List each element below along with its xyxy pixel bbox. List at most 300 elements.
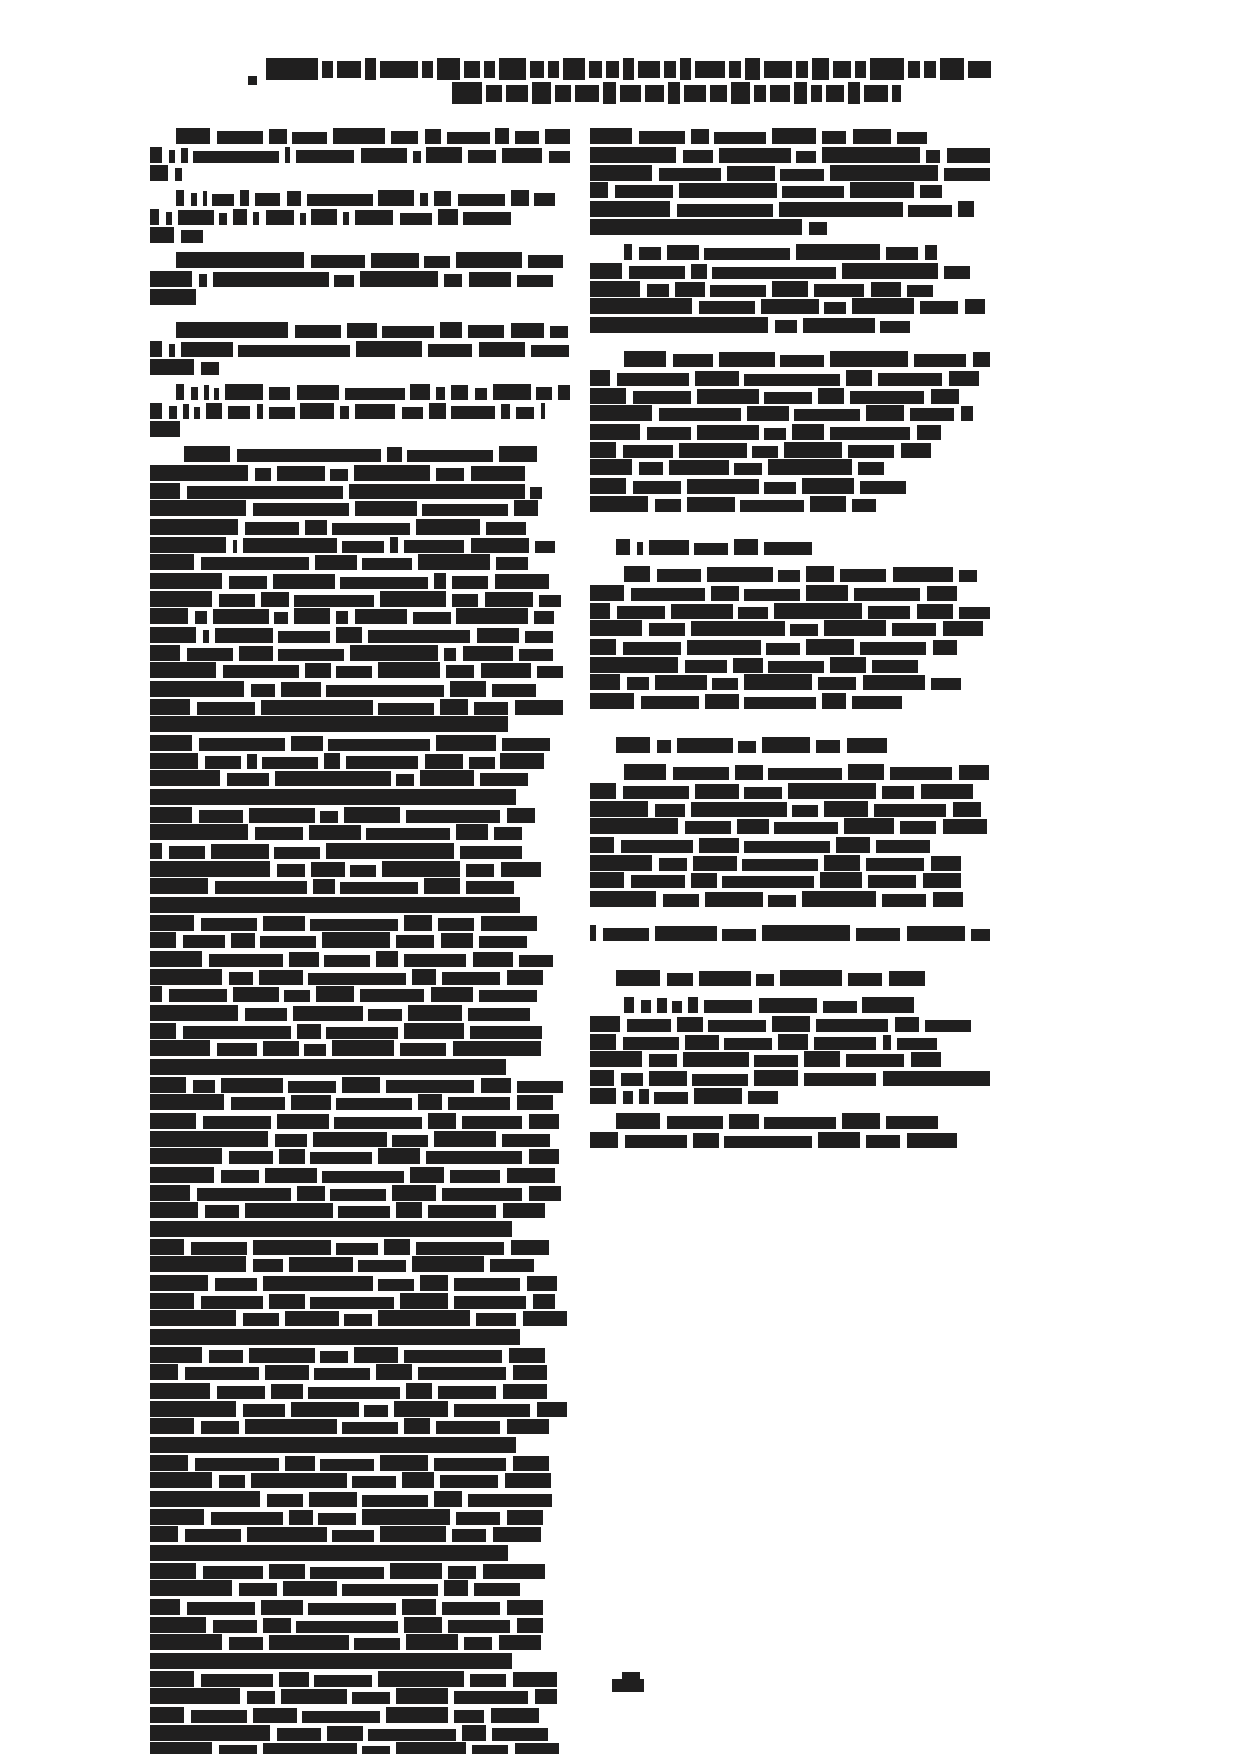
word-gap	[904, 1051, 911, 1052]
redacted-word	[965, 299, 985, 314]
word-gap	[860, 82, 864, 83]
redacted-word	[229, 576, 267, 589]
redacted-line	[150, 753, 616, 770]
redacted-word	[334, 1117, 422, 1129]
word-gap	[919, 1016, 925, 1017]
word-gap	[232, 1580, 239, 1581]
word-gap	[335, 878, 340, 879]
word-gap	[176, 932, 183, 933]
redacted-word	[413, 612, 451, 624]
redacted-word	[852, 499, 876, 512]
word-gap	[773, 566, 778, 567]
line-indent	[590, 970, 616, 971]
word-gap	[554, 608, 560, 609]
redacted-word	[513, 1365, 547, 1380]
redacted-word	[655, 926, 717, 941]
word-gap	[222, 1148, 229, 1149]
word-gap	[904, 405, 910, 406]
redacted-word	[778, 570, 800, 582]
redacted-line	[590, 1051, 990, 1070]
word-gap	[194, 1293, 201, 1294]
redacted-line	[150, 1131, 616, 1148]
word-gap	[926, 639, 933, 640]
word-gap	[971, 1016, 976, 1017]
word-gap	[398, 1347, 404, 1348]
redacted-word	[679, 443, 747, 458]
word-gap	[180, 645, 187, 646]
redacted-word	[150, 1185, 190, 1201]
redacted-word	[366, 828, 450, 840]
redacted-word	[150, 1725, 270, 1741]
word-gap	[542, 1023, 549, 1024]
text-block-list	[590, 997, 990, 1105]
redacted-word	[477, 628, 519, 643]
redacted-word	[251, 684, 275, 697]
redacted-word	[368, 1729, 456, 1741]
redacted-word	[150, 662, 216, 678]
redacted-word	[868, 875, 916, 888]
word-gap	[902, 693, 909, 694]
redacted-word	[848, 82, 860, 104]
word-gap	[957, 639, 963, 640]
redacted-word	[784, 442, 842, 458]
redacted-word	[326, 685, 444, 697]
redacted-word	[428, 1113, 456, 1129]
redacted-word	[342, 1422, 398, 1434]
redacted-word	[285, 1456, 315, 1471]
redacted-word	[501, 404, 510, 419]
redacted-word	[438, 1386, 496, 1399]
word-gap	[318, 58, 322, 59]
redacted-line	[590, 1113, 990, 1132]
redacted-word	[638, 61, 660, 78]
redacted-line	[590, 585, 990, 603]
word-gap	[520, 1275, 527, 1276]
word-gap	[462, 147, 468, 148]
redacted-word	[590, 388, 626, 404]
redacted-word	[313, 1132, 387, 1147]
redacted-word	[590, 442, 616, 458]
word-gap	[470, 627, 477, 628]
word-gap	[287, 128, 292, 129]
redacted-word	[336, 666, 372, 678]
redacted-word	[308, 973, 406, 985]
word-gap	[448, 1707, 454, 1708]
redacted-word	[668, 82, 680, 104]
redacted-word	[289, 1257, 353, 1272]
redacted-word	[150, 227, 174, 243]
redacted-word	[309, 1492, 357, 1507]
redacted-word	[452, 1529, 486, 1542]
redacted-word	[853, 129, 891, 144]
redacted-word	[253, 1259, 283, 1272]
word-gap	[545, 403, 551, 404]
redacted-word	[201, 1421, 239, 1434]
word-gap	[819, 298, 824, 299]
redacted-word	[344, 1314, 372, 1326]
redacted-word	[507, 1510, 543, 1525]
word-gap	[520, 897, 527, 898]
word-gap	[553, 1094, 559, 1095]
redacted-word	[589, 61, 602, 78]
word-gap	[904, 58, 908, 59]
word-gap	[319, 951, 324, 952]
redacted-word	[255, 193, 280, 206]
word-gap	[739, 693, 744, 694]
redacted-word	[820, 872, 862, 888]
redacted-word	[911, 1052, 941, 1067]
redacted-word	[305, 520, 327, 535]
redacted-word	[279, 1149, 305, 1164]
redacted-word	[485, 592, 533, 607]
redacted-word	[355, 501, 417, 516]
redacted-word	[150, 1472, 212, 1488]
redacted-word	[479, 342, 525, 357]
word-gap	[942, 182, 949, 183]
redacted-word	[590, 620, 642, 636]
word-gap	[162, 986, 169, 987]
word-gap	[182, 165, 188, 166]
redacted-word	[910, 408, 954, 421]
redacted-word	[454, 1691, 528, 1704]
redacted-word	[420, 770, 474, 786]
word-gap	[196, 627, 203, 628]
word-gap	[400, 807, 406, 808]
redacted-word	[693, 1133, 719, 1148]
redacted-word	[507, 808, 535, 823]
word-gap	[542, 147, 549, 148]
word-gap	[468, 699, 474, 700]
redacted-word	[456, 1512, 500, 1525]
word-gap	[192, 807, 199, 808]
redacted-word	[183, 404, 189, 419]
redacted-word	[473, 952, 513, 967]
redacted-word	[502, 738, 550, 751]
word-gap	[938, 165, 944, 166]
redacted-word	[249, 808, 315, 823]
word-gap	[194, 359, 201, 360]
redacted-word	[794, 409, 860, 421]
word-gap	[808, 1034, 814, 1035]
word-gap	[248, 824, 255, 825]
redacted-line	[150, 403, 570, 421]
redacted-word	[679, 183, 777, 198]
word-gap	[387, 1131, 392, 1132]
redacted-word	[454, 1278, 520, 1291]
redacted-word	[337, 61, 361, 78]
redacted-line	[150, 1005, 616, 1023]
word-gap	[456, 645, 463, 646]
redacted-word	[450, 681, 486, 697]
redacted-word	[868, 606, 910, 619]
word-gap	[528, 554, 535, 555]
redacted-word	[866, 858, 924, 871]
redacted-line	[590, 818, 990, 837]
redacted-word	[794, 82, 807, 104]
redacted-word	[535, 1689, 557, 1704]
redacted-word	[699, 301, 755, 314]
redacted-word	[289, 952, 319, 967]
redacted-word	[886, 1116, 938, 1129]
redacted-word	[343, 212, 349, 225]
word-gap	[536, 681, 543, 682]
word-gap	[534, 1256, 541, 1257]
redacted-word	[328, 739, 430, 751]
redacted-line	[150, 1329, 616, 1347]
redacted-word	[456, 252, 522, 268]
word-gap	[620, 1016, 627, 1017]
text-block-paragraph	[150, 322, 570, 376]
redacted-line	[590, 496, 990, 513]
word-gap	[288, 322, 295, 323]
text-block-heading	[590, 737, 990, 756]
word-gap	[303, 969, 308, 970]
redacted-line	[590, 764, 990, 783]
word-gap	[269, 608, 274, 609]
redacted-word	[625, 1135, 687, 1148]
redacted-word	[616, 539, 630, 555]
redacted-word	[336, 611, 348, 624]
word-gap	[544, 322, 550, 323]
redacted-word	[466, 881, 514, 894]
word-gap	[914, 997, 920, 998]
word-gap	[926, 891, 933, 892]
word-gap	[219, 359, 225, 360]
word-gap	[551, 1472, 557, 1473]
redacted-line	[590, 997, 990, 1016]
redacted-word	[907, 285, 933, 297]
word-gap	[954, 405, 961, 406]
redacted-word	[311, 255, 365, 268]
word-gap	[987, 818, 990, 819]
redacted-word	[532, 82, 551, 104]
redacted-line	[150, 147, 570, 165]
redacted-word	[402, 1599, 436, 1615]
word-gap	[448, 1401, 454, 1402]
redacted-word	[197, 1188, 291, 1201]
word-gap	[194, 915, 201, 916]
redacted-word	[687, 497, 735, 512]
word-gap	[325, 1185, 330, 1186]
word-gap	[220, 770, 227, 771]
redacted-line	[150, 483, 616, 500]
redacted-word	[824, 801, 868, 817]
word-gap	[269, 843, 274, 844]
word-gap	[964, 58, 968, 59]
redacted-word	[667, 973, 693, 986]
word-gap	[305, 915, 310, 916]
redacted-word	[683, 150, 713, 163]
redacted-word	[203, 630, 209, 643]
redacted-word	[590, 459, 632, 475]
word-gap	[862, 603, 868, 604]
word-gap	[648, 801, 655, 802]
redacted-word	[150, 1005, 238, 1021]
redacted-word	[150, 289, 196, 305]
word-gap	[327, 1526, 332, 1527]
redacted-word	[434, 191, 451, 206]
redacted-word	[184, 446, 230, 462]
redacted-word	[150, 915, 194, 931]
redacted-word	[534, 193, 555, 206]
redacted-word	[169, 406, 177, 419]
redacted-word	[814, 1037, 876, 1050]
word-gap	[769, 818, 774, 819]
word-gap	[504, 322, 511, 323]
word-gap	[844, 388, 850, 389]
word-gap	[402, 446, 407, 447]
word-gap	[508, 1545, 515, 1546]
redacted-word	[205, 756, 241, 769]
word-gap	[212, 1742, 219, 1743]
redacted-word	[150, 421, 180, 437]
word-gap	[500, 1599, 507, 1600]
word-gap	[247, 209, 253, 210]
word-gap	[958, 298, 965, 299]
redacted-line	[590, 783, 990, 801]
redacted-word	[261, 592, 289, 607]
word-gap	[900, 925, 907, 926]
redacted-word	[772, 1016, 810, 1032]
redacted-word	[846, 370, 872, 386]
word-gap	[440, 662, 446, 663]
word-gap	[541, 1040, 547, 1041]
word-gap	[692, 298, 699, 299]
redacted-word	[199, 274, 207, 287]
word-gap	[209, 384, 214, 385]
redacted-word	[927, 586, 957, 601]
word-gap	[280, 190, 287, 191]
redacted-word	[418, 1367, 506, 1380]
redacted-word	[516, 407, 534, 419]
word-gap	[542, 483, 548, 484]
redacted-word	[326, 843, 454, 859]
redacted-word	[390, 1563, 442, 1579]
redacted-word	[169, 846, 205, 859]
word-gap	[719, 1132, 724, 1133]
word-gap	[667, 997, 672, 998]
redacted-word	[536, 387, 552, 400]
redacted-word	[175, 168, 182, 181]
redacted-word	[206, 403, 222, 419]
word-gap	[914, 298, 920, 299]
redacted-line	[150, 770, 616, 789]
redacted-word	[245, 1008, 287, 1021]
word-gap	[810, 737, 816, 738]
redacted-word	[481, 663, 531, 678]
redacted-word	[724, 1038, 772, 1050]
word-gap	[422, 1202, 428, 1203]
word-gap	[866, 657, 872, 658]
redacted-word	[150, 554, 194, 570]
word-gap	[419, 252, 424, 253]
redacted-word	[754, 85, 766, 102]
word-gap	[494, 861, 501, 862]
redacted-word	[150, 1077, 186, 1093]
word-gap	[168, 165, 175, 166]
redacted-word	[880, 321, 910, 333]
redacted-word	[213, 609, 269, 624]
word-gap	[545, 1563, 551, 1564]
word-gap	[798, 1070, 804, 1071]
redacted-word	[456, 824, 488, 840]
redacted-word	[237, 449, 381, 462]
word-gap	[531, 662, 537, 663]
redacted-word	[854, 588, 920, 601]
redacted-line	[150, 1599, 616, 1617]
redacted-line	[150, 1347, 616, 1364]
redacted-word	[330, 469, 348, 481]
line-indent	[590, 351, 624, 352]
redacted-word	[314, 1675, 372, 1687]
redacted-line	[590, 201, 990, 219]
redacted-word	[463, 646, 513, 661]
word-gap	[257, 753, 262, 754]
redacted-word	[346, 756, 418, 769]
word-gap	[268, 1131, 275, 1132]
word-gap	[834, 566, 840, 567]
redacted-word	[310, 1567, 384, 1579]
redacted-word	[468, 1008, 530, 1021]
redacted-word	[470, 1674, 506, 1687]
redacted-line	[150, 1688, 616, 1707]
redacted-word	[802, 891, 876, 907]
redacted-word	[285, 1311, 339, 1326]
word-gap	[184, 1239, 191, 1240]
word-gap	[966, 351, 973, 352]
redacted-line	[150, 843, 616, 861]
redacted-word	[507, 1168, 555, 1183]
word-gap	[304, 252, 311, 253]
redacted-word	[150, 1418, 194, 1434]
word-gap	[273, 627, 278, 628]
word-gap	[520, 1580, 527, 1581]
redacted-word	[639, 131, 685, 144]
redacted-word	[302, 1711, 380, 1723]
redacted-word	[647, 284, 669, 297]
redacted-word	[897, 1038, 937, 1050]
text-block-paragraph	[150, 384, 570, 438]
redacted-word	[889, 971, 925, 986]
word-gap	[458, 209, 463, 210]
redacted-word	[683, 1052, 749, 1067]
redacted-word	[297, 1186, 325, 1201]
title-redacted-text	[266, 58, 896, 106]
redacted-word	[368, 1009, 402, 1021]
redacted-word	[199, 738, 285, 751]
redacted-word	[191, 193, 197, 206]
redacted-word	[150, 1113, 196, 1129]
word-gap	[689, 539, 694, 540]
redacted-line	[150, 1239, 616, 1256]
redacted-word	[866, 1135, 900, 1148]
redacted-word	[863, 675, 925, 690]
word-gap	[810, 1016, 816, 1017]
redacted-word	[695, 784, 739, 799]
redacted-word	[425, 129, 441, 144]
redacted-word	[400, 1293, 448, 1309]
redacted-line	[150, 1094, 616, 1113]
word-gap	[979, 370, 985, 371]
word-gap	[290, 384, 297, 385]
word-gap	[842, 970, 848, 971]
redacted-word	[183, 1026, 291, 1039]
word-gap	[448, 1688, 454, 1689]
word-gap	[541, 1526, 547, 1527]
word-gap	[544, 753, 550, 754]
redacted-word	[663, 894, 699, 907]
word-gap	[959, 388, 965, 389]
